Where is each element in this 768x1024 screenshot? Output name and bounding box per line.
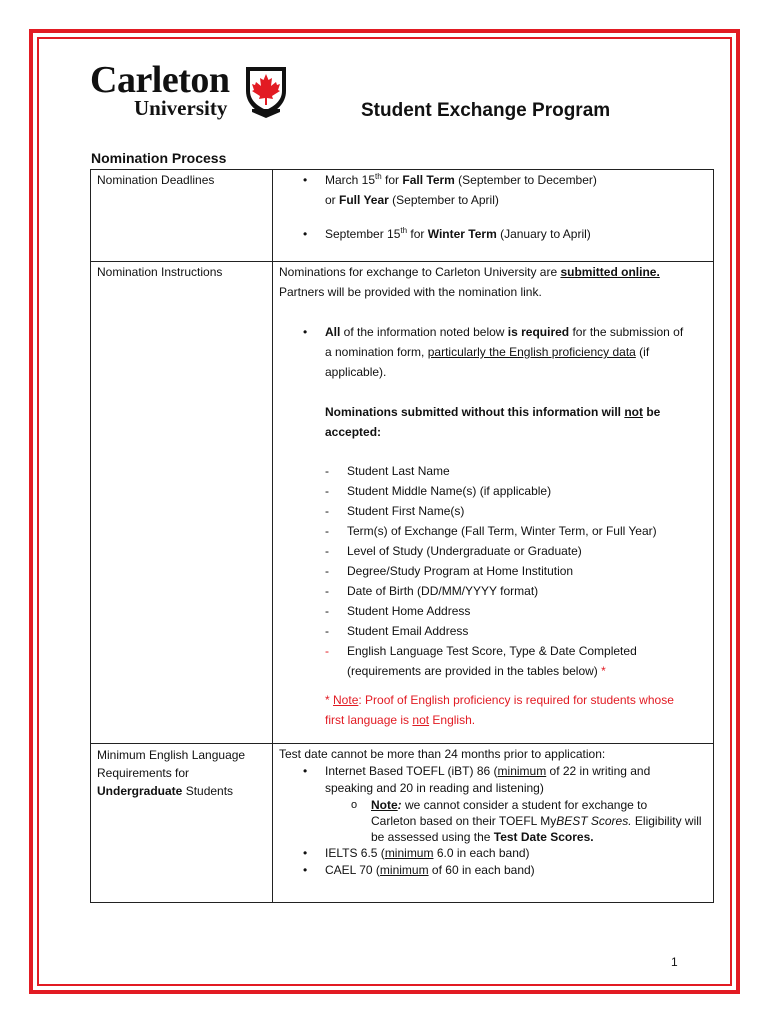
english-req-intro: Test date cannot be more than 24 months prior to application: [279, 747, 606, 761]
list-item: - English Language Test Score, Type & Date Completed (requirements are provided in the tables below) * [279, 641, 707, 681]
toefl-note: o Note: we cannot consider a student for exchange to Carleton based on their TOEFL MyBEST Scores. Eligibility will be assessed using the Test Date Scores. [279, 797, 707, 845]
list-item: - Term(s) of Exchange (Fall Term, Winter Term, or Full Year) [279, 521, 707, 541]
list-item: - Degree/Study Program at Home Institution [279, 561, 707, 581]
deadline-winter: • September 15th for Winter Term (January to April) [279, 224, 707, 244]
logo-wordmark: Carleton [90, 59, 230, 101]
english-proficiency-note: * Note: Proof of English proficiency is required for students whose first language is not English. [325, 693, 674, 727]
required-info-bullet: • All of the information noted below is required for the submission of a nomination form, particularly the English proficiency data (if applicable). Nominations submitted without this information will not be accepted: [279, 322, 707, 442]
list-item: - Student Middle Name(s) (if applicable) [279, 481, 707, 501]
list-item: - Student Email Address [279, 621, 707, 641]
deadlines-label: Nomination Deadlines [91, 170, 273, 262]
list-item: - Student First Name(s) [279, 501, 707, 521]
instructions-intro: Nominations for exchange to Carleton University are submitted online. Partners will be provided with the nomination link. [279, 265, 660, 299]
page-number: 1 [671, 955, 678, 969]
deadline-fall: • March 15th for Fall Term (September to December) or Full Year (September to April) [279, 170, 707, 210]
table-row [91, 744, 714, 903]
list-item: - Student Home Address [279, 601, 707, 621]
section-heading: Nomination Process [91, 150, 227, 166]
english-req-label: Minimum English Language Requirements for Undergraduate Students [91, 744, 273, 903]
cael-requirement: • CAEL 70 (minimum of 60 in each band) [279, 862, 707, 879]
english-req-content [273, 744, 714, 903]
list-item: - Level of Study (Undergraduate or Graduate) [279, 541, 707, 561]
toefl-requirement: • Internet Based TOEFL (iBT) 86 (minimum of 22 in writing and speaking and 20 in reading and listening) [279, 763, 707, 797]
maple-leaf-shield-icon [243, 65, 289, 120]
instructions-label: Nomination Instructions [91, 262, 273, 744]
table-row [91, 170, 714, 262]
table-row [91, 262, 714, 744]
list-item: - Student Last Name [279, 461, 707, 481]
page-title: Student Exchange Program [361, 100, 611, 121]
deadlines-content [273, 170, 714, 262]
list-item: - Date of Birth (DD/MM/YYYY format) [279, 581, 707, 601]
ielts-requirement: • IELTS 6.5 (minimum 6.0 in each band) [279, 845, 707, 862]
carleton-logo [90, 59, 295, 123]
required-fields-list [279, 461, 707, 681]
nomination-table [90, 169, 714, 903]
instructions-content [273, 262, 714, 744]
logo-subwordmark: University [134, 96, 228, 120]
